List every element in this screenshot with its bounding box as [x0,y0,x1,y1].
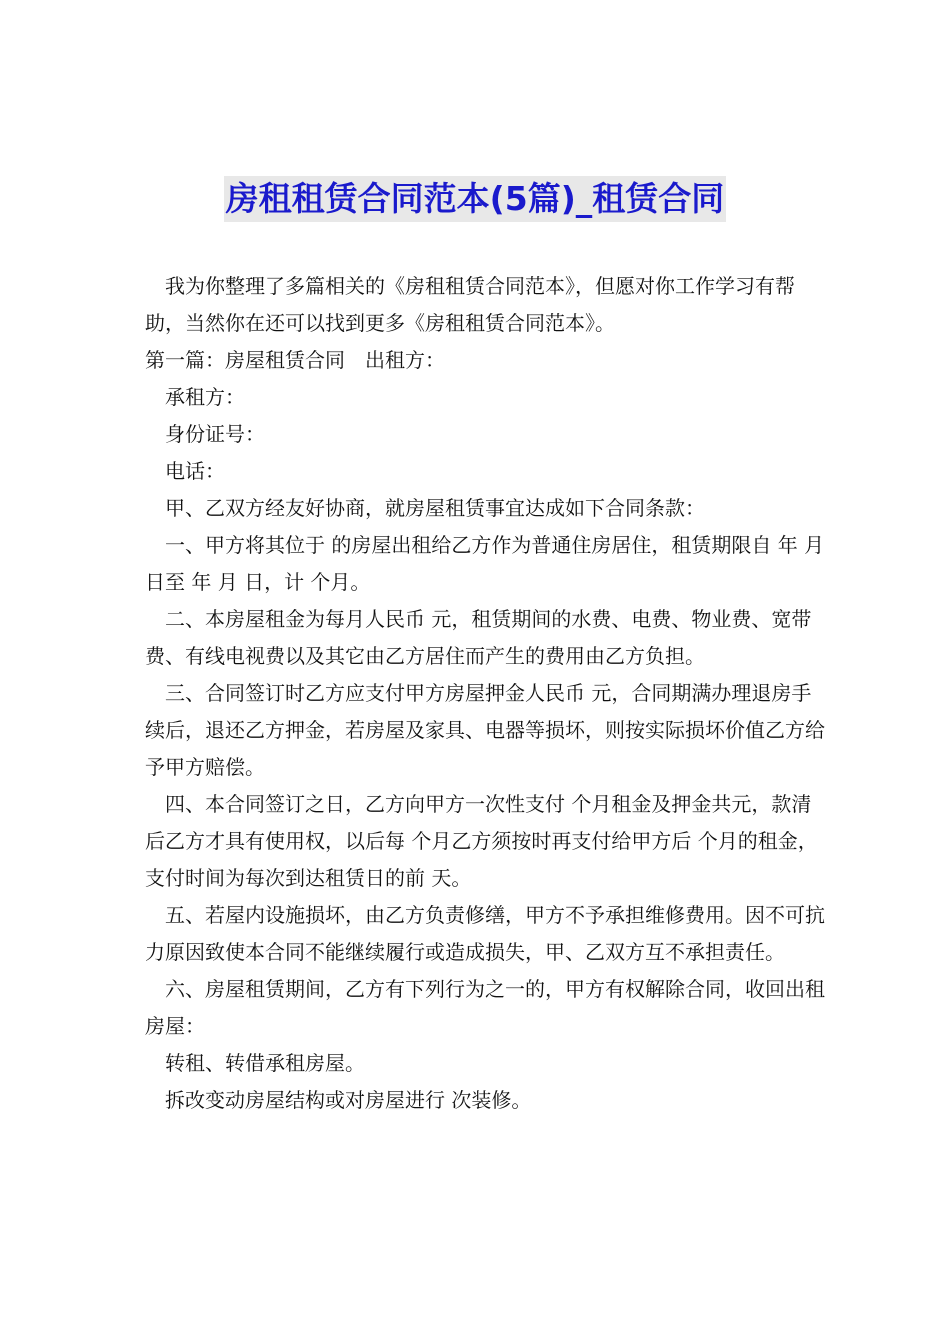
paragraph-clause-6: 六、房屋租赁期间，乙方有下列行为之一的，甲方有权解除合同，收回出租房屋： [145,977,825,1038]
paragraph-clause-1: 一、甲方将其位于 的房屋出租给乙方作为普通住房居住，租赁期限自 年 月 日至 年 月 日，计 个月。 [145,533,825,594]
paragraph-phone: 电话： [165,459,225,483]
title-container [0,176,950,222]
paragraph-clause-5: 五、若屋内设施损坏，由乙方负责修缮，甲方不予承担维修费用。因不可抗力原因致使本合同不能继续履行或造成损失，甲、乙双方互不承担责任。 [145,903,825,964]
paragraph-item-sublet: 转租、转借承租房屋。 [165,1051,365,1075]
paragraph-clause-3: 三、合同签订时乙方应支付甲方房屋押金人民币 元，合同期满办理退房手续后，退还乙方押金，若房屋及家具、电器等损坏，则按实际损坏价值乙方给予甲方赔偿。 [145,681,825,779]
document-title: 房租租赁合同范本(5篇)_租赁合同 [224,176,727,222]
document-body [145,268,825,1119]
paragraph-intro: 我为你整理了多篇相关的《房租租赁合同范本》，但愿对你工作学习有帮助，当然你在还可以找到更多《房租租赁合同范本》。 [145,274,795,335]
paragraph-section-heading: 第一篇：房屋租赁合同 出租方： [145,348,445,372]
paragraph-agreement: 甲、乙双方经友好协商，就房屋租赁事宜达成如下合同条款： [165,496,705,520]
paragraph-clause-4: 四、本合同签订之日，乙方向甲方一次性支付 个月租金及押金共元，款清后乙方才具有使用权，以后每 个月乙方须按时再支付给甲方后 个月的租金，支付时间为每次到达租赁日的前 天。 [145,792,818,890]
paragraph-item-renovation: 拆改变动房屋结构或对房屋进行 次装修。 [165,1088,532,1112]
paragraph-tenant: 承租方： [165,385,245,409]
paragraph-id-number: 身份证号： [165,422,265,446]
paragraph-clause-2: 二、本房屋租金为每月人民币 元，租赁期间的水费、电费、物业费、宽带费、有线电视费以及其它由乙方居住而产生的费用由乙方负担。 [145,607,812,668]
